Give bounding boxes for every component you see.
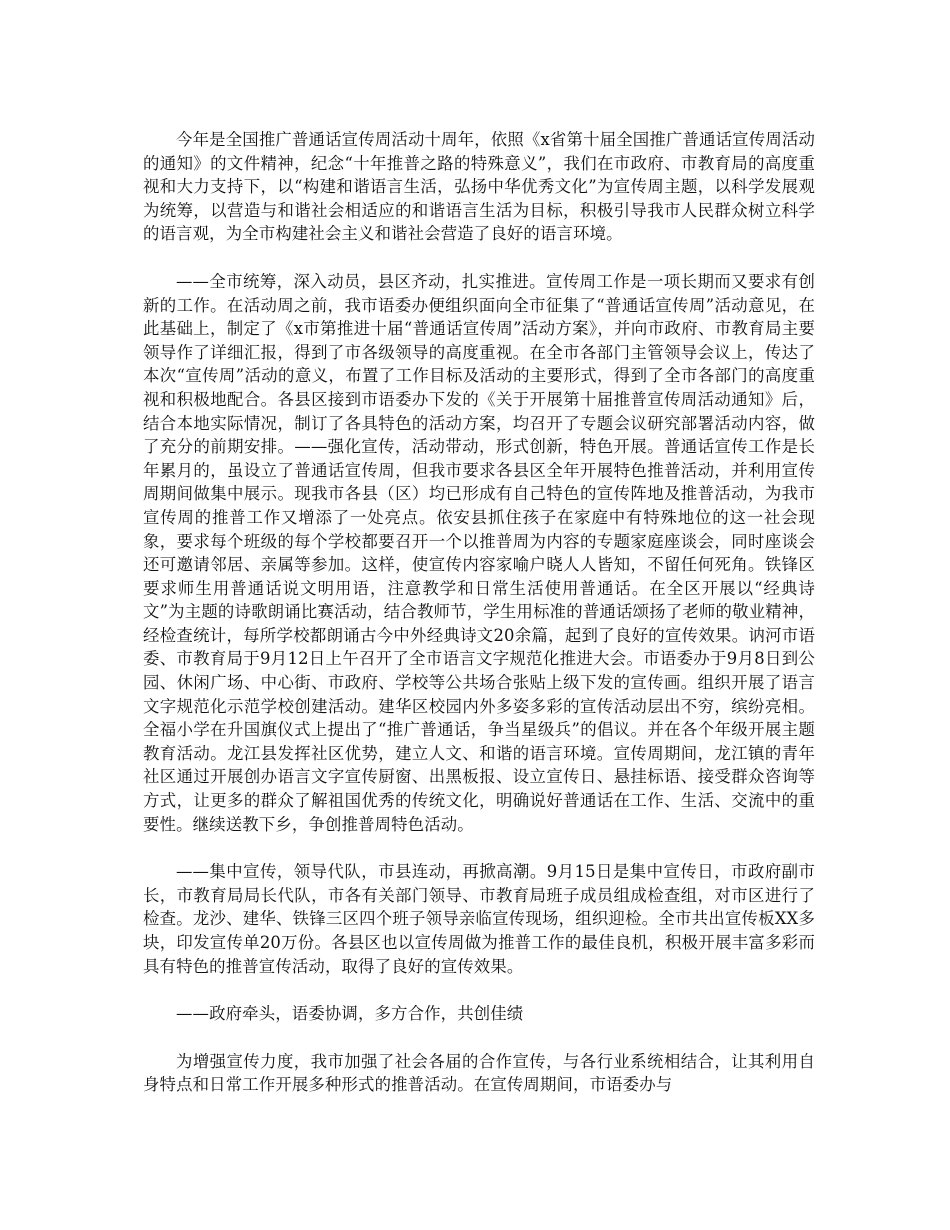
paragraph-citywide-planning: ——全市统筹，深入动员，县区齐动，扎实推进。宣传周工作是一项长期而又要求有创新的工作。在活动周之前，我市语委办便组织面向全市征集了“普通话宣传周”活动意见，在此基础上，制定了《x市第推进十届“普通话宣传周”活动方案》，并向市政府、市教育局主要领导作了详细汇报，得到了市各级领导的高度重视。在全市各部门主管领导会议上，传达了本次“宣传周”活动的意义，布置了工作目标及活动的主要形式，得到了全市各部门的高度重视和积极地配合。各县区接到市语委办下发的《关于开展第十届推普宣传周活动通知》后，结合本地实际情况，制订了各具特色的活动方案，均召开了专题会议研究部署活动内容，做了充分的前期安排。——强化宣传，活动带动，形式创新，特色开展。普通话宣传工作是长年累月的，虽设立了普通话宣传周，但我市要求各县区全年开展特色推普活动，并利用宣传周期间做集中展示。现我市各县（区）均已形成有自己特色的宣传阵地及推普活动，为我市宣传周的推普工作又增添了一处亮点。依安县抓住孩子在家庭中有特殊地位的这一社会现象，要求每个班级的每个学校都要召开一个以推普周为内容的专题家庭座谈会，同时座谈会还可邀请邻居、亲属等参加。这样，使宣传内容家喻户晓人人皆知，不留任何死角。铁锋区要求师生用普通话说文明用语，注意教学和日常生活使用普通话。在全区开展以“经典诗文”为主题的诗歌朗诵比赛活动，结合教师节，学生用标准的普通话颂扬了老师的敬业精神，经检查统计，每所学校都朗诵古今中外经典诗文20余篇，起到了良好的宣传效果。讷河市语委、市教育局于9月12日上午召开了全市语言文字规范化推进大会。市语委办于9月8日到公园、休闲广场、中心街、市政府、学校等公共场合张贴上级下发的宣传画。组织开展了语言文字规范化示范学校创建活动。建华区校园内外多姿多彩的宣传活动层出不穷，缤纷亮相。全福小学在升国旗仪式上提出了“推广普通话，争当星级兵”的倡议。并在各个年级开展主题教育活动。龙江县发挥社区优势，建立人文、和谐的语言环境。宣传周期间，龙江镇的青年社区通过开展创办语言文字宣传厨窗、出黑板报、设立宣传日、悬挂标语、接受群众咨询等方式，让更多的群众了解祖国优秀的传统文化，明确说好普通话在工作、生活、交流中的重要性。继续送教下乡，争创推普周特色活动。 bbox=[143, 271, 815, 834]
paragraph-intro: 今年是全国推广普通话宣传周活动十周年，依照《x省第十届全国推广普通话宣传周活动的通知》的文件精神，纪念“十年推普之路的特殊意义”，我们在市政府、市教育局的高度重视和大力支持下，以“构建和谐语言生活，弘扬中华优秀文化”为宣传周主题，以科学发展观为统筹，以营造与和谐社会相适应的和谐语言生活为目标，积极引导我市人民群众树立科学的语言观，为全市构建社会主义和谐社会营造了良好的语言环境。 bbox=[143, 130, 815, 244]
paragraph-cooperation: 为增强宣传力度，我市加强了社会各届的合作宣传，与各行业系统相结合，让其利用自身特点和日常工作开展多种形式的推普活动。在宣传周期间，市语委办与 bbox=[143, 1051, 815, 1095]
paragraph-concentrated-publicity: ——集中宣传，领导代队，市县连动，再掀高潮。9月15日是集中宣传日，市政府副市长，市教育局局长代队，市各有关部门领导、市教育局班子成员组成检查组，对市区进行了检查。龙沙、建华、铁锋三区四个班子领导亲临宣传现场，组织迎检。全市共出宣传板XX多块，印发宣传单20万份。各县区也以宣传周做为推普工作的最佳良机，积极开展丰富多彩而具有特色的推普宣传活动，取得了良好的宣传效果。 bbox=[143, 862, 815, 976]
paragraph-government-led-heading: ——政府牵头，语委协调，多方合作，共创佳绩 bbox=[176, 1004, 524, 1024]
document-body bbox=[143, 128, 815, 1121]
